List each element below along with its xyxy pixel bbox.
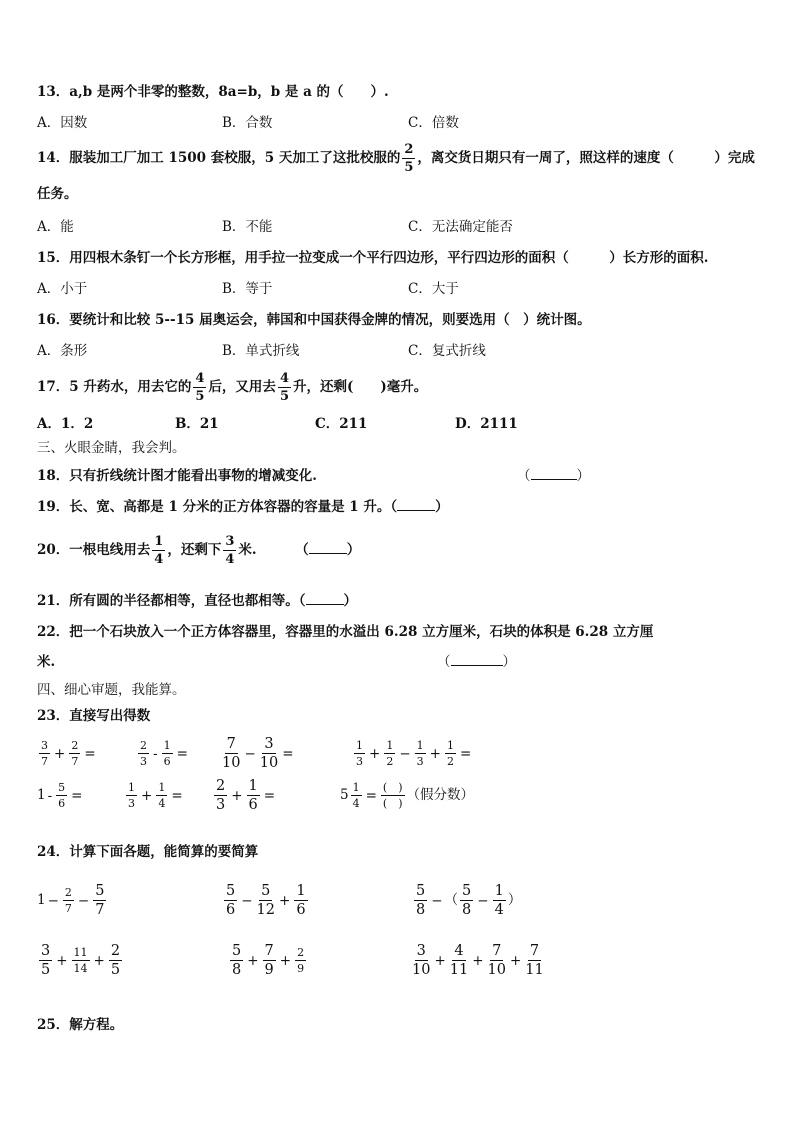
q16-option-c[interactable]: C．复式折线 <box>408 343 486 359</box>
q24-expr-3: $\frac{5}{8}$ − （ $\frac{5}{8}$ − $\frac{1}{4}$ ） <box>416 882 522 918</box>
q14-option-b[interactable]: B．不能 <box>222 219 273 235</box>
q24-title: 24．计算下面各题，能简算的要简算 <box>37 844 259 860</box>
q23-expr-1: $\frac{3}{7}$ + $\frac{2}{7}$ = <box>41 739 96 768</box>
q23-expr-3: $\frac{7}{10}$ − $\frac{3}{10}$ = <box>222 735 294 771</box>
q23-expr-2: $\frac{2}{3}$ - $\frac{1}{6}$ = <box>140 739 188 768</box>
q17-option-c[interactable]: C．211 <box>315 416 368 432</box>
q23-expr-5: 1 - $\frac{5}{6}$ = <box>37 781 83 810</box>
q24-expr-1: 1 − $\frac{2}{7}$ − $\frac{5}{7}$ <box>37 882 105 918</box>
q22-stem: 22．把一个石块放入一个正方体容器里，容器里的水溢出 6.28 立方厘米，石块的体积是 6.28 立方厘 <box>37 624 654 640</box>
q23-expr-7: $\frac{2}{3}$ + $\frac{1}{6}$ = <box>216 777 276 813</box>
q23-improper-note: （假分数） <box>406 787 474 803</box>
q22-stem-cont: 米. <box>37 654 56 670</box>
q14-option-a[interactable]: A．能 <box>37 219 74 235</box>
q21-stem: 21．所有圆的半径都相等，直径也都相等。（ ） <box>37 593 358 609</box>
q18-answer-blank[interactable]: （ ） <box>517 468 590 484</box>
q13-option-a[interactable]: A．因数 <box>37 115 88 131</box>
q14-stem-cont: 任务。 <box>37 186 78 202</box>
q15-option-a[interactable]: A．小于 <box>37 281 88 297</box>
q16-stem: 16．要统计和比较 5--15 届奥运会，韩国和中国获得金牌的情况，则要选用（ ）统计图。 <box>37 312 591 328</box>
q25-title: 25．解方程。 <box>37 1017 124 1033</box>
q23-expr-8: 5 $\frac{1}{4}$ = ( ) ( ) （假分数） <box>340 781 474 810</box>
q23-title: 23．直接写出得数 <box>37 708 151 724</box>
q17-stem: 17．5 升药水，用去它的 $\frac{4}{5}$ 后，又用去 $\frac{4}{5}$ 升，还剩( )毫升。 <box>37 371 428 404</box>
q24-expr-4: $\frac{3}{5}$ + $\frac{11}{14}$ + $\frac{2}{5}$ <box>41 942 121 978</box>
q17-option-a[interactable]: A．1．2 <box>37 416 94 432</box>
q16-option-a[interactable]: A．条形 <box>37 343 88 359</box>
q15-option-c[interactable]: C．大于 <box>408 281 459 297</box>
q14-stem: 14．服装加工厂加工 1500 套校服，5 天加工了这批校服的 $\frac{2}{5}$ ，离交货日期只有一周了，照这样的速度（ ）完成 <box>37 142 755 175</box>
q19-stem: 19．长、宽、高都是 1 分米的正方体容器的容量是 1 升。（ ） <box>37 499 449 515</box>
q14-option-c[interactable]: C．无法确定能否 <box>408 219 513 235</box>
q20-stem: 20．一根电线用去 $\frac{1}{4}$ ，还剩下 $\frac{3}{4}$ 米. （ ） <box>37 534 361 567</box>
q20-answer-blank[interactable]: （ ） <box>295 542 361 558</box>
q23-expr-4: $\frac{1}{3}$ + $\frac{1}{2}$ − $\frac{1}{3}$ + $\frac{1}{2}$ = <box>356 739 472 768</box>
q22-answer-blank[interactable]: （ ） <box>437 654 516 670</box>
section-3-heading: 三、火眼金睛，我会判。 <box>37 440 186 456</box>
q15-option-b[interactable]: B．等于 <box>222 281 273 297</box>
q17-option-d[interactable]: D．2111 <box>455 416 518 432</box>
q23-expr-6: $\frac{1}{3}$ + $\frac{1}{4}$ = <box>128 781 183 810</box>
q16-option-b[interactable]: B．单式折线 <box>222 343 300 359</box>
q24-expr-6: $\frac{3}{10}$ + $\frac{4}{11}$ + $\frac{7}{10}$ + $\frac{7}{11}$ <box>412 942 544 978</box>
q18-stem: 18．只有折线统计图才能看出事物的增减变化. <box>37 468 317 484</box>
q19-answer-blank[interactable]: （ ） <box>390 499 449 515</box>
q15-stem: 15．用四根木条钉一个长方形框，用手拉一拉变成一个平行四边形，平行四边形的面积（ ）长方形的面积. <box>37 250 709 266</box>
q21-answer-blank[interactable]: （ ） <box>298 593 358 609</box>
q17-option-b[interactable]: B．21 <box>175 416 219 432</box>
q24-expr-2: $\frac{5}{6}$ − $\frac{5}{12}$ + $\frac{1}{6}$ <box>226 882 306 918</box>
q13-option-b[interactable]: B．合数 <box>222 115 273 131</box>
q24-expr-5: $\frac{5}{8}$ + $\frac{7}{9}$ + $\frac{2}{9}$ <box>232 942 305 978</box>
q13-option-c[interactable]: C．倍数 <box>408 115 459 131</box>
q13-stem: 13．a,b 是两个非零的整数，8a=b，b 是 a 的（ ）. <box>37 84 389 100</box>
section-4-heading: 四、细心审题，我能算。 <box>37 682 186 698</box>
